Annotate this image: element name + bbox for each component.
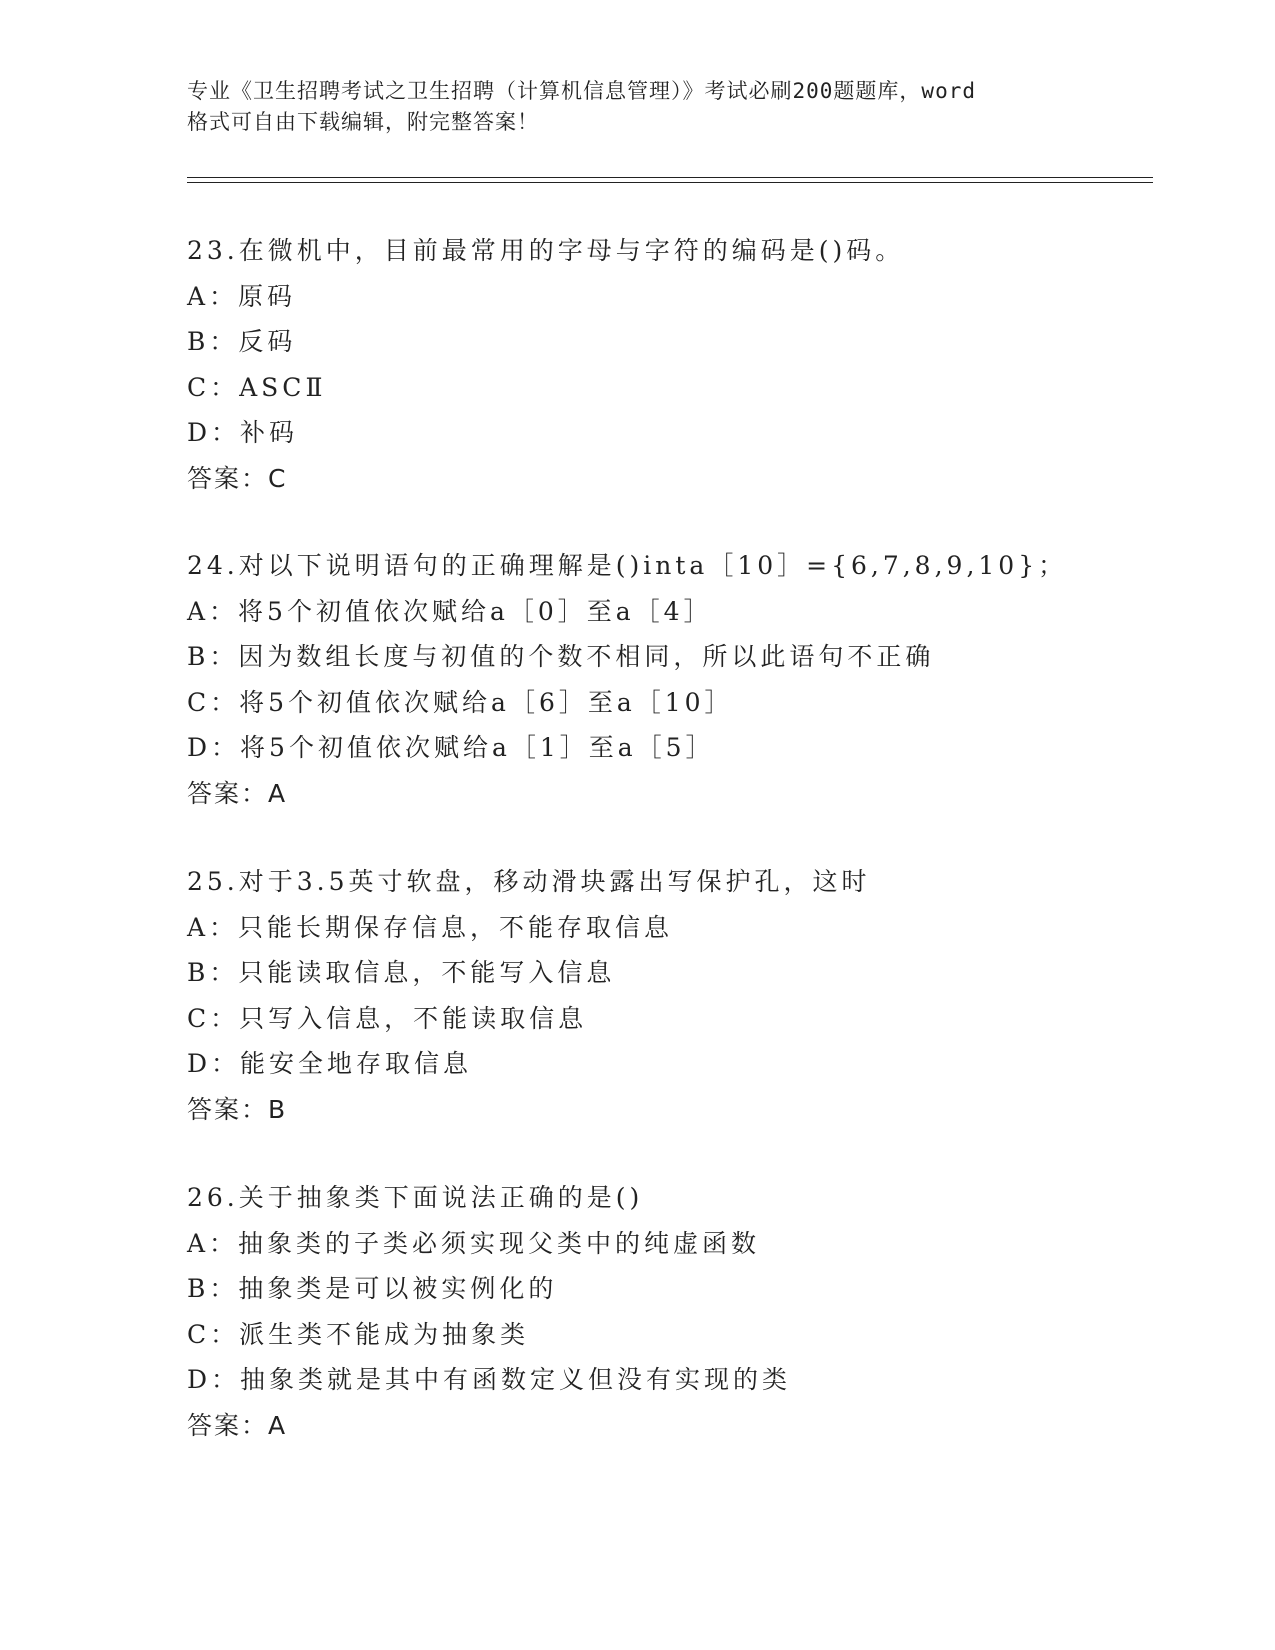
option-d: D：抽象类就是其中有函数定义但没有实现的类: [187, 1365, 792, 1394]
question-24: [187, 543, 1187, 816]
question-23: [187, 228, 1187, 501]
option-d: D：补码: [187, 418, 299, 447]
option-c: C：将5个初值依次赋给a［6］至a［10］: [187, 687, 734, 717]
option-c: C：只写入信息，不能读取信息: [187, 1003, 588, 1033]
header-divider-top: [187, 177, 1153, 178]
option-b: B：抽象类是可以被实例化的: [187, 1274, 558, 1303]
question-stem: 24.对以下说明语句的正确理解是()inta［10］={6,7,8,9,10}；: [187, 551, 1068, 580]
option-c: C：派生类不能成为抽象类: [187, 1319, 530, 1349]
answer: 答案：C: [187, 463, 288, 493]
option-a: A：抽象类的子类必须实现父类中的纯虚函数: [187, 1228, 761, 1258]
answer: 答案：A: [187, 778, 288, 808]
option-b: B：只能读取信息，不能写入信息: [187, 958, 616, 987]
option-d: D：将5个初值依次赋给a［1］至a［5］: [187, 733, 715, 762]
option-d: D：能安全地存取信息: [187, 1049, 473, 1078]
question-26: [187, 1175, 1187, 1448]
question-25: [187, 859, 1187, 1132]
option-a: A：将5个初值依次赋给a［0］至a［4］: [187, 596, 713, 626]
answer: 答案：A: [187, 1410, 288, 1440]
question-stem: 26.关于抽象类下面说法正确的是(): [187, 1183, 644, 1212]
document-header: [187, 76, 1087, 138]
header-title-line-2: 格式可自由下载编辑，附完整答案！: [187, 110, 539, 134]
option-a: A：原码: [187, 281, 297, 311]
option-c: C：ASCⅡ: [187, 372, 327, 402]
answer: 答案：B: [187, 1094, 288, 1124]
option-a: A：只能长期保存信息，不能存取信息: [187, 912, 674, 942]
header-divider-bottom: [187, 182, 1153, 183]
question-stem: 23.在微机中，目前最常用的字母与字符的编码是()码。: [187, 236, 905, 265]
option-b: B：因为数组长度与初值的个数不相同，所以此语句不正确: [187, 642, 935, 671]
option-b: B：反码: [187, 327, 297, 356]
header-title-line-1: 专业《卫生招聘考试之卫生招聘（计算机信息管理）》考试必刷200题题库，word: [187, 79, 976, 103]
question-stem: 25.对于3.5英寸软盘，移动滑块露出写保护孔，这时: [187, 867, 871, 896]
